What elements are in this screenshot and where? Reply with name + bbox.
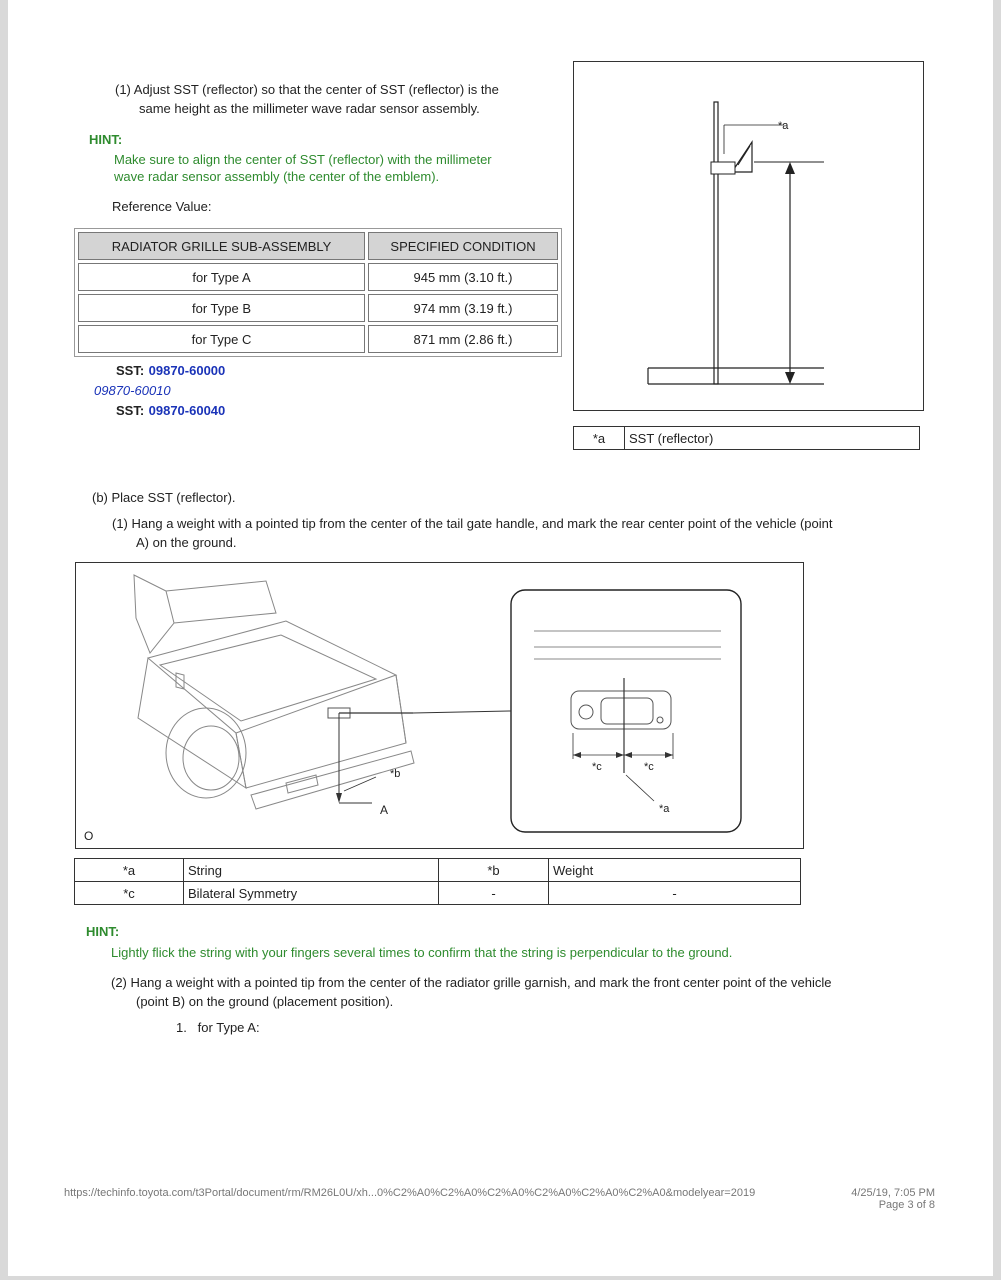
footer-meta	[837, 1187, 935, 1211]
sst-code-link[interactable]: 09870-60010	[94, 383, 171, 398]
callout-a: *a	[659, 803, 670, 815]
document-page	[8, 0, 993, 1276]
table-row	[78, 325, 558, 353]
legend-key: *a	[574, 427, 625, 450]
table-cell: for Type A	[78, 263, 365, 291]
legend-row	[75, 882, 801, 905]
reflector-legend	[573, 426, 920, 450]
table-cell: for Type C	[78, 325, 365, 353]
callout-c: *c	[644, 761, 654, 773]
table-cell: 974 mm (3.19 ft.)	[368, 294, 558, 322]
tailgate-legend	[74, 858, 801, 905]
table-row	[78, 263, 558, 291]
hint-label: HINT:	[89, 132, 123, 147]
legend-key: *c	[75, 882, 184, 905]
table-header: RADIATOR GRILLE SUB-ASSEMBLY	[78, 232, 365, 260]
callout-a: *a	[778, 120, 789, 132]
table-cell: 871 mm (2.86 ft.)	[368, 325, 558, 353]
legend-value: String	[184, 859, 439, 882]
legend-key: *a	[75, 859, 184, 882]
footer-page-number: Page 3 of 8	[878, 1199, 935, 1211]
sst-code-link[interactable]: 09870-60000	[148, 363, 226, 378]
callout-c: *c	[592, 761, 602, 773]
footer-url[interactable]: https://techinfo.toyota.com/t3Portal/document/rm/RM26L0U/xh...0%C2%A0%C2%A0%C2%A0%C2%A0%C2%A0%C2%A0&modelyear=2019	[64, 1187, 756, 1199]
legend-key: *b	[439, 859, 549, 882]
hint-text: Make sure to align the center of SST (reflector) with the millimeter wave radar sensor assembly (the center of the emblem).	[114, 152, 492, 184]
list-item: 1. for Type A:	[176, 1020, 260, 1035]
truck-illustration	[76, 563, 803, 848]
reflector-illustration	[574, 62, 923, 410]
step-b1-text: (1) Hang a weight with a pointed tip from the center of the tail gate handle, and mark the rear center point of the vehicle (point A) on the ground.	[112, 516, 833, 550]
sst-line-1: SST: 09870-60000	[116, 363, 226, 378]
legend-value: Bilateral Symmetry	[184, 882, 439, 905]
diagram-corner-mark: O	[84, 829, 94, 843]
table-header: SPECIFIED CONDITION	[368, 232, 558, 260]
table-cell: 945 mm (3.10 ft.)	[368, 263, 558, 291]
legend-value: -	[549, 882, 801, 905]
reference-label: Reference Value:	[112, 199, 212, 214]
legend-key: -	[439, 882, 549, 905]
reference-table	[74, 228, 562, 357]
reflector-diagram	[573, 61, 924, 411]
callout-b: *b	[390, 768, 401, 780]
sst-line-3: SST: 09870-60040	[116, 403, 226, 418]
hint-text: Lightly flick the string with your fingers several times to confirm that the string is perpendicular to the ground.	[111, 945, 733, 960]
legend-value: SST (reflector)	[625, 427, 920, 450]
table-header-row	[78, 232, 558, 260]
sst-line-2	[94, 382, 171, 400]
footer-datetime: 4/25/19, 7:05 PM	[851, 1187, 935, 1199]
point-a-label: A	[380, 803, 389, 817]
tailgate-diagram	[75, 562, 804, 849]
step1-text: (1) Adjust SST (reflector) so that the center of SST (reflector) is the same height as the millimeter wave radar sensor assembly.	[115, 82, 499, 116]
legend-row	[75, 859, 801, 882]
hint-label: HINT:	[86, 924, 120, 939]
legend-value: Weight	[549, 859, 801, 882]
step-b: (b) Place SST (reflector).	[92, 490, 236, 505]
legend-row	[574, 427, 920, 450]
sst-code-link[interactable]: 09870-60040	[148, 403, 226, 418]
table-cell: for Type B	[78, 294, 365, 322]
step-b2-text: (2) Hang a weight with a pointed tip from the center of the radiator grille garnish, and mark the front center point of the vehicle (point B) on the ground (placement position).	[111, 975, 832, 1009]
table-row	[78, 294, 558, 322]
